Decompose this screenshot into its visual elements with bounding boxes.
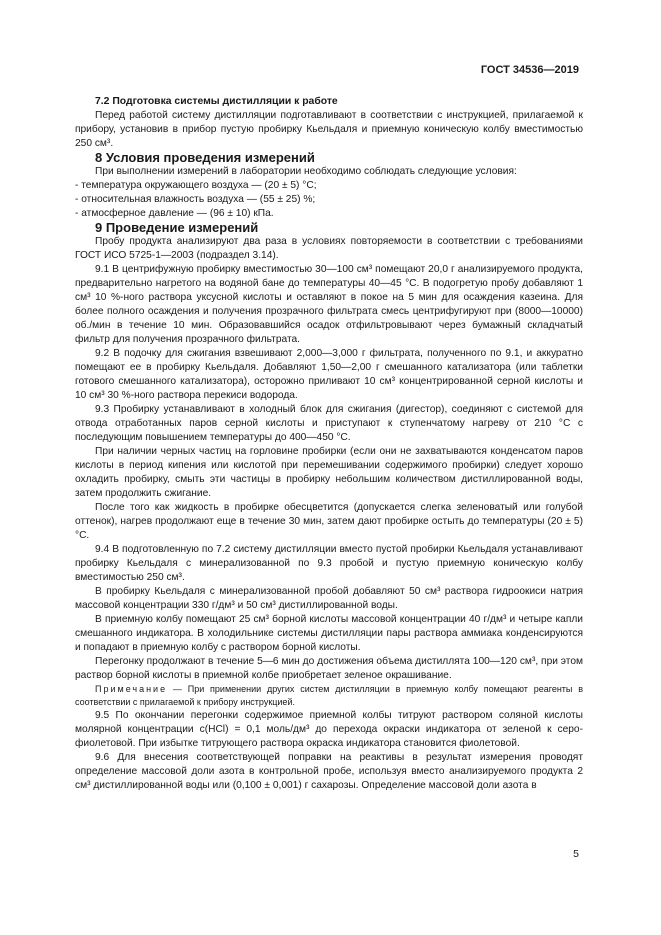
paragraph: В приемную колбу помещают 25 см³ борной кислоты массовой концентрации 40 г/дм³ и четыре капли смешанного индикатора. В холодильнике системы дистилляции пары раствора аммиака конденсируются и попадают в приемную колбу с раствором борной кислоты.: [75, 614, 583, 653]
paragraph: Пробу продукта анализируют два раза в условиях повторяемости в соответствии с требованиями ГОСТ ИСО 5725-1—2003 (подраздел 3.14).: [75, 236, 583, 261]
page-number: 5: [573, 848, 579, 860]
paragraph-9-5: 9.5 По окончании перегонки содержимое приемной колбы титруют раствором соляной кислоты молярной концентрации c(HCl) = 0,1 моль/дм³ до перехода окраски индикатора от зеленой к серо-фиолетовой. При избытке титрующего раствора окраска индикатора становится фиолетовой.: [75, 710, 583, 749]
note-label: Примечание: [95, 684, 168, 694]
paragraph-9-6: 9.6 Для внесения соответствующей поправки на реактивы в результат измерения проводят определение массовой доли азота в контрольной пробе, используя вместо анализируемого продукта 2 см³ дистиллированной воды или (0,100 ± 0,001) г сахарозы. Определение массовой доли азота в: [75, 752, 583, 791]
condition-item: - температура окружающего воздуха — (20 ± 5) °С;: [75, 180, 317, 191]
paragraph-9-4: 9.4 В подготовленную по 7.2 систему дистилляции вместо пустой пробирки Кьельдаля устанавливают пробирку Кьельдаля с минерализованной по 9.3 пробой и пустую приемную коническую колбу вместимостью 250 см³.: [75, 544, 583, 583]
paragraph: При наличии черных частиц на горловине пробирки (если они не захватываются конденсатом паров кислоты в период кипения или кислотой при перемешивании содержимого пробирки) следует хорошо охладить пробирку, смыть эти частицы в пробирку небольшим количеством дистиллированной воды, затем продолжить сжигание.: [75, 446, 583, 499]
paragraph: После того как жидкость в пробирке обесцветится (допускается слегка зеленоватый или голубой оттенок), нагрев продолжают еще в течение 30 мин, затем дают пробирке остыть до температуры (20 ± 5) °С.: [75, 502, 583, 541]
note-text: — При применении других систем дистилляции в приемную колбу помещают реагенты в соответствии с прилагаемой к прибору инструкцией.: [75, 684, 583, 707]
paragraph-9-3: 9.3 Пробирку устанавливают в холодный блок для сжигания (дигестор), соединяют с системой для отвода отработанных паров серной кислоты и приступают к ступенчатому нагреву от 210 °С с последующим повышением температуры до 400—450 °С.: [75, 404, 583, 443]
paragraph-9-1: 9.1 В центрифужную пробирку вместимостью 30—100 см³ помещают 20,0 г анализируемого продукта, предварительно нагретого на водяной бане до температуры 40—45 °С. В подогретую пробу добавляют 1 см³ 10 %-ного раствора уксусной кислоты и оставляют в покое на 5 мин для осаждения казеина. Для более полного осаждения и получения прозрачного фильтрата смесь центрифугируют при (8000—10000) об./мин в течение 10 мин. Образовавшийся осадок отфильтровывают через бумажный складчатый фильтр для получения прозрачного фильтрата.: [75, 264, 583, 345]
page-content: [75, 95, 583, 793]
paragraph: Перегонку продолжают в течение 5—6 мин до достижения объема дистиллята 100—120 см³, при этом раствор борной кислоты в приемной колбе приобретает зеленое окрашивание.: [75, 656, 583, 681]
section-8-intro: При выполнении измерений в лаборатории необходимо соблюдать следующие условия:: [95, 166, 517, 177]
section-8-title: 8 Условия проведения измерений: [95, 150, 315, 165]
condition-item: - атмосферное давление — (96 ± 10) кПа.: [75, 208, 274, 219]
paragraph-9-2: 9.2 В подочку для сжигания взвешивают 2,000—3,000 г фильтрата, полученного по 9.1, и аккуратно помещают ее в пробирку Кьельдаля. Добавляют 1,50—2,00 г смешанного катализатора (или таблетки готового смешанного катализатора), осторожно приливают 10 см³ концентрированной серной кислоты и 10 см³ 30 %-ного раствора перекиси водорода.: [75, 348, 583, 401]
section-9-title: 9 Проведение измерений: [95, 220, 259, 235]
document-code: ГОСТ 34536—2019: [480, 64, 579, 76]
note: [75, 683, 583, 709]
condition-item: - относительная влажность воздуха — (55 ± 25) %;: [75, 194, 316, 205]
section-7-2-title: 7.2 Подготовка системы дистилляции к работе: [95, 96, 338, 107]
paragraph: В пробирку Кьельдаля с минерализованной пробой добавляют 50 см³ раствора гидроокиси натрия массовой концентрации 330 г/дм³ и 50 см³ дистиллированной воды.: [75, 586, 583, 611]
section-7-2-paragraph: Перед работой систему дистилляции подготавливают в соответствии с инструкцией, прилагаемой к прибору, установив в прибор пустую пробирку Кьельдаля и приемную коническую колбу вместимостью 250 см³.: [75, 110, 583, 149]
